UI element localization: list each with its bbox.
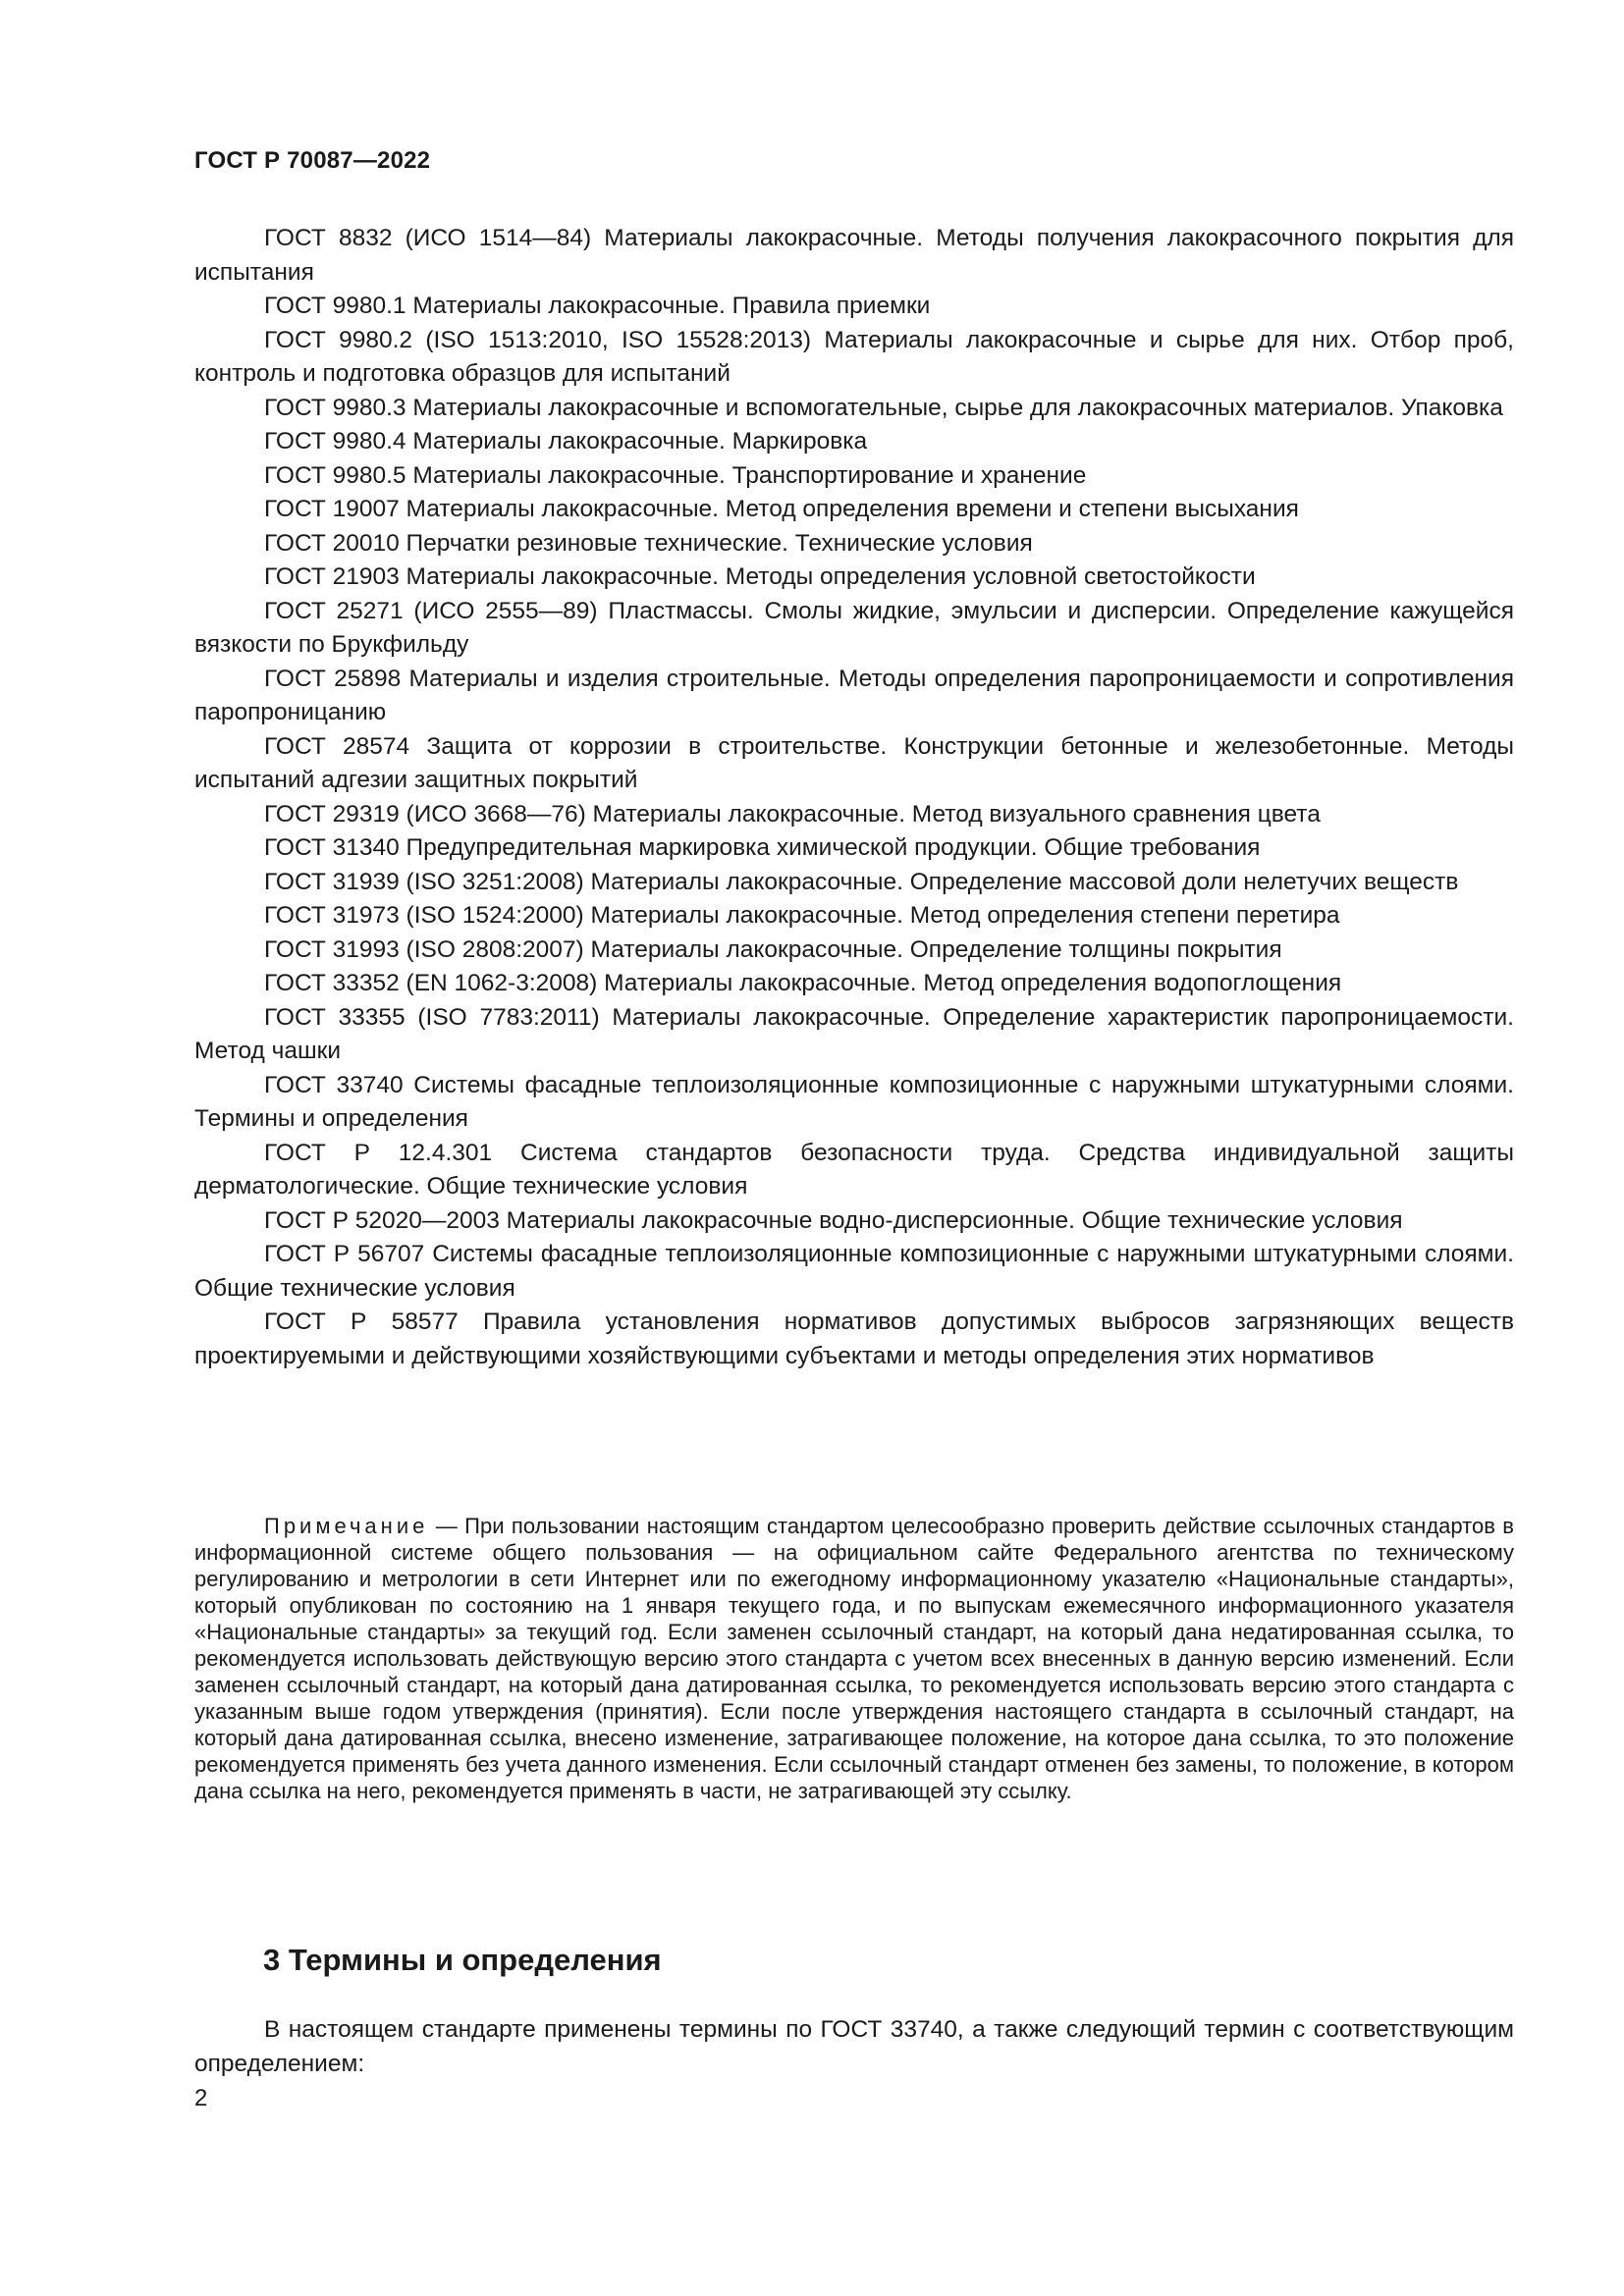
reference-item: ГОСТ 31973 (ISO 1524:2000) Материалы лакокрасочные. Метод определения степени перетира [264,902,1340,929]
reference-item: ГОСТ 9980.5 Материалы лакокрасочные. Транспортирование и хранение [264,461,1087,489]
reference-item: ГОСТ 21903 Материалы лакокрасочные. Методы определения условной светостойкости [264,563,1256,590]
reference-item: ГОСТ 9980.2 (ISO 1513:2010, ISO 15528:2013) Материалы лакокрасочные и сырье для них. Отбор проб, контроль и подготовка образцов для испытаний [194,326,1514,387]
reference-item: ГОСТ 31340 Предупредительная маркировка химической продукции. Общие требования [264,834,1261,861]
reference-item: ГОСТ 33740 Системы фасадные теплоизоляционные композиционные с наружными штукатурными слоями. Термины и определения [194,1071,1514,1132]
section-paragraph: В настоящем стандарте применены термины по ГОСТ 33740, а также следующий термин с соответствующим определением: [194,2016,1514,2077]
note-label: Примечание [264,1514,429,1538]
reference-item: ГОСТ Р 12.4.301 Система стандартов безопасности труда. Средства индивидуальной защиты дерматологические. Общие технические условия [194,1139,1514,1200]
reference-item: ГОСТ 19007 Материалы лакокрасочные. Метод определения времени и степени высыхания [264,496,1299,522]
note-block [194,1513,1514,1804]
reference-item: ГОСТ 9980.4 Материалы лакокрасочные. Маркировка [264,428,868,454]
reference-item: ГОСТ 33355 (ISO 7783:2011) Материалы лакокрасочные. Определение характеристик паропроницаемости. Метод чашки [194,1003,1514,1064]
reference-item: ГОСТ 9980.1 Материалы лакокрасочные. Правила приемки [264,293,931,319]
reference-item: ГОСТ 25898 Материалы и изделия строительные. Методы определения паропроницаемости и сопротивления паропроницанию [194,665,1514,725]
reference-item: ГОСТ 31939 (ISO 3251:2008) Материалы лакокрасочные. Определение массовой доли нелетучих веществ [264,868,1459,895]
reference-item: ГОСТ Р 58577 Правила установления нормативов допустимых выбросов загрязняющих веществ проектируемыми и действующими хозяйствующими субъектами и методы определения этих нормативов [194,1308,1514,1369]
document-code-header: ГОСТ Р 70087—2022 [194,147,431,174]
section-title: 3 Термины и определения [263,1943,662,1977]
reference-item: ГОСТ 33352 (EN 1062-3:2008) Материалы лакокрасочные. Метод определения водопоглощения [264,970,1342,996]
reference-item: ГОСТ Р 56707 Системы фасадные теплоизоляционные композиционные с наружными штукатурными слоями. Общие технические условия [194,1241,1514,1302]
note-text: — При пользовании настоящим стандартом целесообразно проверить действие ссылочных стандартов в информационной системе общего пользования — на официальном сайте Федерального агентства по техническому регулированию и метрологии в сети Интернет или по ежегодному информационному указателю «Национальные стандарты», который опубликован по состоянию на 1 января текущего года, и по выпускам ежемесячного информационного указателя «Национальные стандарты» за текущий год. Если заменен ссылочный стандарт, на который дана недатированная ссылка, то рекомендуется использовать действующую версию этого стандарта с учетом всех внесенных в данную версию изменений. Если заменен ссылочный стандарт, на который дана датированная ссылка, то рекомендуется использовать версию этого стандарта с указанным выше годом утверждения (принятия). Если после утверждения настоящего стандарта в ссылочный стандарт, на который дана датированная ссылка, внесено изменение, затрагивающее положение, на которое дана ссылка, то это положение рекомендуется применять без учета данного изменения. Если ссылочный стандарт отменен без замены, то положение, в котором дана ссылка на него, рекомендуется применять в части, не затрагивающей эту ссылку. [194,1514,1514,1803]
reference-item: ГОСТ 31993 (ISO 2808:2007) Материалы лакокрасочные. Определение толщины покрытия [264,935,1282,963]
reference-item: ГОСТ 20010 Перчатки резиновые технические. Технические условия [264,529,1033,557]
reference-item: ГОСТ 28574 Защита от коррозии в строительстве. Конструкции бетонные и железобетонные. Методы испытаний адгезии защитных покрытий [194,732,1514,793]
reference-item: ГОСТ 9980.3 Материалы лакокрасочные и вспомогательные, сырье для лакокрасочных материалов. Упаковка [264,394,1503,421]
reference-item: ГОСТ 25271 (ИСО 2555—89) Пластмассы. Смолы жидкие, эмульсии и дисперсии. Определение кажущейся вязкости по Брукфильду [194,597,1514,658]
reference-item: ГОСТ Р 52020—2003 Материалы лакокрасочные водно-дисперсионные. Общие технические условия [264,1206,1403,1234]
reference-item: ГОСТ 29319 (ИСО 3668—76) Материалы лакокрасочные. Метод визуального сравнения цвета [264,800,1321,828]
normative-references-list [194,222,1514,1373]
reference-item: ГОСТ 8832 (ИСО 1514—84) Материалы лакокрасочные. Методы получения лакокрасочного покрытия для испытания [194,225,1514,286]
page-number: 2 [194,2085,208,2111]
